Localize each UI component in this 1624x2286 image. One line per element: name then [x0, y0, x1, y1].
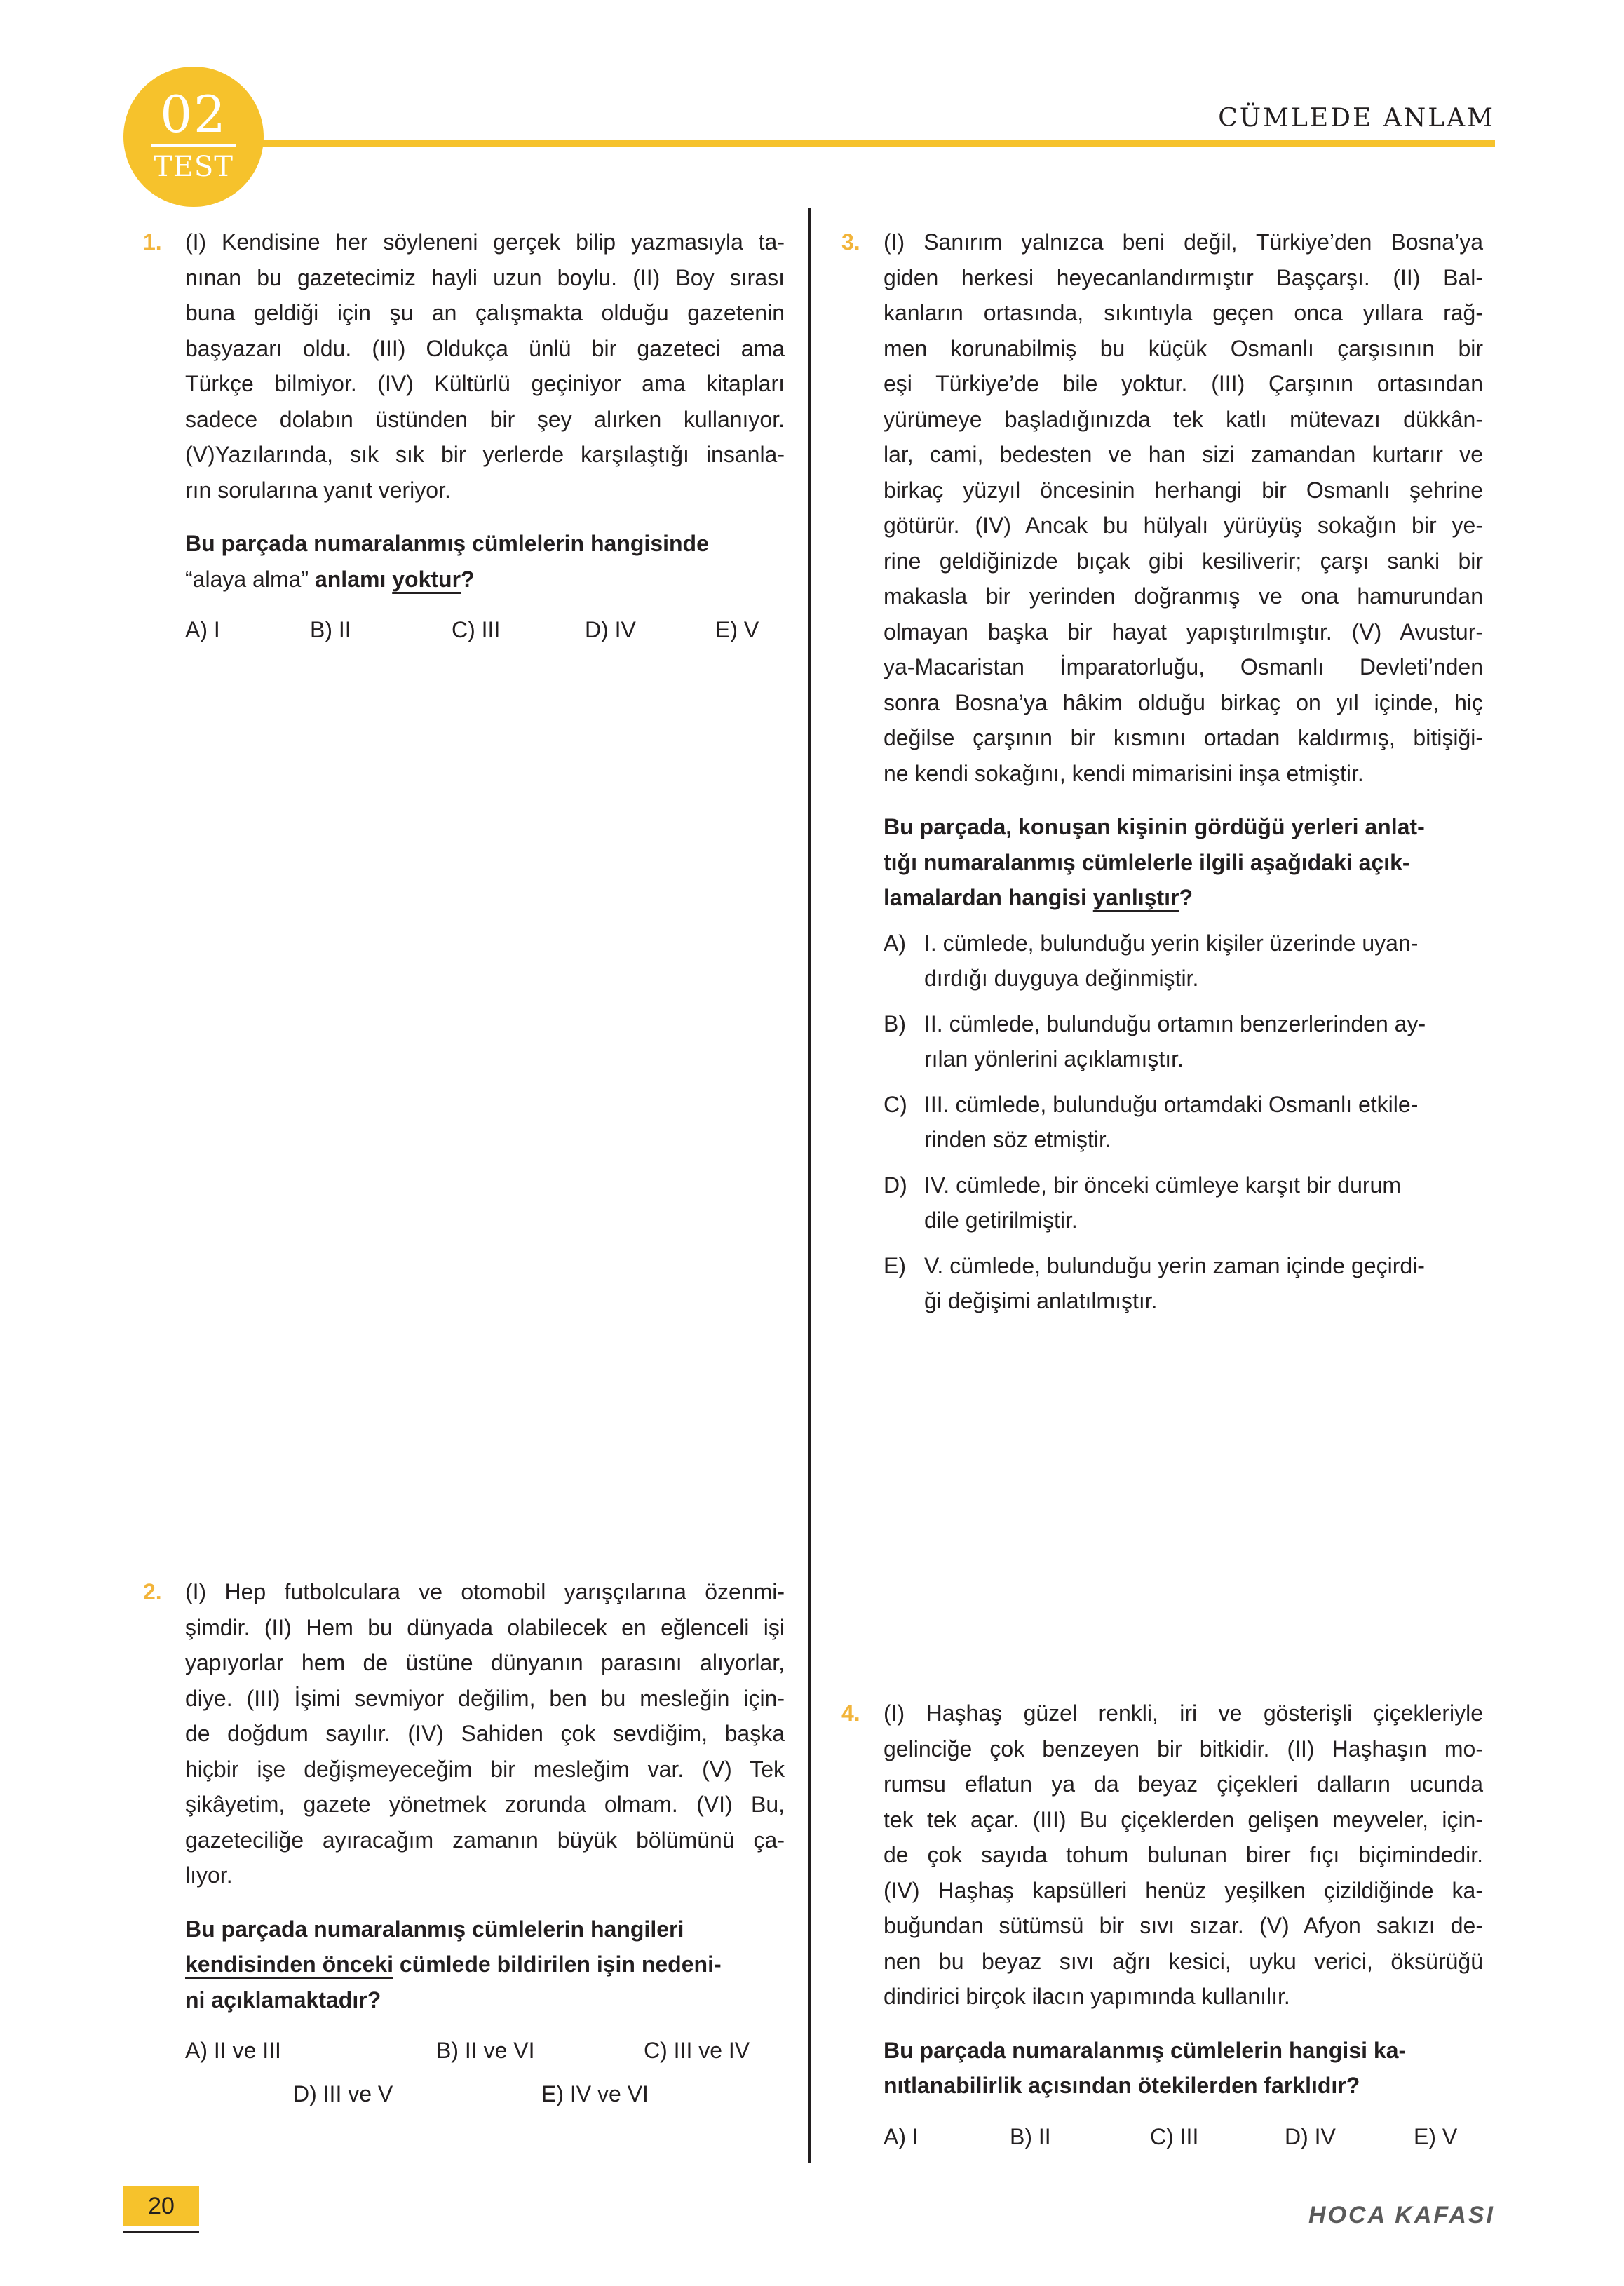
option-line: rılan yönlerini açıklamıştır.: [924, 1046, 1184, 1071]
question-number: 2.: [143, 1579, 162, 1604]
passage-line: başyazarı oldu. (III) Oldukça ünlü bir gazeteci ama: [185, 335, 785, 361]
passage-line: nen bu beyaz sıvı ağrı kesici, uyku verici, öksürüğü: [884, 1948, 1483, 1974]
option-b[interactable]: B) II: [1010, 2123, 1051, 2149]
option-line: dile getirilmiştir.: [924, 1208, 1078, 1233]
passage-line: rine geldiğinizde bıçak gibi kesiliverir; çarşı sanki bir: [884, 548, 1483, 574]
passage-line: gazeteciliğe ayıracağım zamanın büyük bölümünü ça-: [185, 1827, 785, 1853]
answer-options: [185, 612, 785, 647]
passage-line: götürür. (IV) Ancak bu hülyalı yürüyüş sokağın bir ye-: [884, 513, 1483, 538]
question-number: 1.: [143, 229, 162, 255]
stem-text: cümlede bildirilen işin nedeni-: [393, 1952, 722, 1977]
passage-line: buna geldiği için şu an çalışmakta olduğu gazetenin: [185, 300, 785, 325]
question-passage: [884, 224, 1483, 791]
option-c[interactable]: [884, 1087, 1483, 1158]
option-e[interactable]: E) V: [715, 617, 759, 642]
option-c[interactable]: C) III: [452, 617, 501, 642]
passage-line: lar, cami, bedesten ve han sizi zamandan kurtarır ve: [884, 442, 1483, 467]
option-e[interactable]: E) V: [1414, 2123, 1458, 2149]
passage-line: yapıyorlar hem de üstüne dünyanın parasını alıyorlar,: [185, 1650, 785, 1675]
passage-line: (I) Kendisine her söyleneni gerçek bilip yazmasıyla ta-: [185, 229, 785, 255]
passage-line: hiçbir işe değişmeyeceğim bir mesleğim var. (V) Tek: [185, 1756, 785, 1782]
question-passage: [185, 1574, 785, 1893]
question-passage: [185, 224, 785, 508]
passage-line: (V)Yazılarında, sık sık bir yerlerde karşılaştığı insanla-: [185, 442, 785, 467]
stem-line: [185, 562, 785, 597]
stem-line: Bu parçada, konuşan kişinin gördüğü yerleri anlat-: [884, 814, 1425, 839]
stem-line: [884, 880, 1483, 916]
option-d[interactable]: D) III ve V: [293, 2081, 393, 2106]
option-b[interactable]: B) II ve VI: [436, 2038, 535, 2063]
page-number: 20: [148, 2193, 175, 2219]
passage-line: de doğdum sayılır. (IV) Sahiden çok sevdiğim, başka: [185, 1721, 785, 1746]
option-d[interactable]: [884, 1168, 1483, 1238]
passage-line: (I) Hep futbolculara ve otomobil yarışçılarına özenmi-: [185, 1579, 785, 1604]
passage-line: (I) Sanırım yalnızca beni değil, Türkiye’den Bosna’ya: [884, 229, 1483, 255]
option-line: rinden söz etmiştir.: [924, 1127, 1111, 1152]
answer-options: [884, 926, 1483, 1319]
passage-line: makasla bir yerinden doğranmış ve ona hamurundan: [884, 583, 1483, 609]
passage-line: ne kendi sokağını, kendi mimarisini inşa etmiştir.: [884, 760, 1364, 786]
question-stem: [185, 526, 785, 597]
option-line: I. cümlede, bulunduğu yerin kişiler üzerinde uyan-: [924, 930, 1419, 956]
stem-line: [185, 1947, 785, 1982]
passage-line: eşi Türkiye’de bile yoktur. (III) Çarşının ortasından: [884, 371, 1483, 396]
passage-line: buğundan sütümsü bir sıvı sızar. (V) Afyon sakızı de-: [884, 1913, 1483, 1938]
question-4: [841, 1696, 1483, 2154]
question-3: [841, 224, 1483, 1319]
answer-options-row-2: [185, 2076, 785, 2111]
question-1: [143, 224, 785, 647]
answer-options: [884, 2119, 1483, 2154]
stem-line: nıtlanabilirlik açısından ötekilerden farklıdır?: [884, 2073, 1360, 2098]
stem-emphasis: yoktur: [392, 566, 461, 592]
option-b[interactable]: [884, 1006, 1483, 1077]
passage-line: nınan bu gazetecimiz hayli uzun boylu. (II) Boy sırası: [185, 264, 785, 290]
stem-text: anlamı: [309, 566, 393, 592]
option-line: IV. cümlede, bir önceki cümleye karşıt bir durum: [924, 1172, 1401, 1198]
option-a[interactable]: A) II ve III: [185, 2038, 281, 2063]
option-b[interactable]: B) II: [310, 617, 351, 642]
passage-line: sonra Bosna’ya hâkim olduğu birkaç on yıl içinde, hiç: [884, 689, 1483, 715]
option-e[interactable]: [884, 1248, 1483, 1319]
answer-options: [185, 2033, 785, 2068]
option-line: dırdığı duyguya değinmiştir.: [924, 966, 1199, 991]
stem-quote: “alaya alma”: [185, 566, 309, 592]
option-e[interactable]: E) IV ve VI: [541, 2081, 649, 2106]
test-badge: [123, 67, 264, 207]
passage-line: yürümeye başladığınızda tek katlı mütevazı dükkân-: [884, 406, 1483, 432]
stem-text: lamalardan hangisi: [884, 885, 1093, 910]
question-number: 3.: [841, 229, 860, 255]
option-letter: D): [884, 1172, 907, 1198]
option-c[interactable]: C) III ve IV: [644, 2038, 750, 2063]
stem-line: tığı numaralanmış cümlelerle ilgili aşağıdaki açık-: [884, 849, 1410, 875]
question-stem: [884, 809, 1483, 916]
brand-logo: HOCA KAFASI: [1308, 2202, 1495, 2228]
stem-line: Bu parçada numaralanmış cümlelerin hangisinde: [185, 531, 709, 556]
passage-line: kanların ortasında, sıkıntıyla geçen onca yıllara rağ-: [884, 300, 1483, 325]
stem-line: Bu parçada numaralanmış cümlelerin hangisi ka-: [884, 2037, 1407, 2063]
passage-line: değilse çarşının bir kısmını ortadan kaldırmış, bitişiği-: [884, 725, 1483, 750]
question-2: [143, 1574, 785, 2111]
passage-line: olmayan başka bir hayat yapıştırılmıştır. (V) Avustur-: [884, 618, 1483, 644]
passage-line: diye. (III) İşimi sevmiyor değilim, ben bu mesleğin için-: [185, 1685, 785, 1711]
test-label: TEST: [154, 151, 234, 183]
passage-line: sadece dolabın üstünden bir şey alırken kullanıyor.: [185, 406, 785, 432]
passage-line: dindirici birçok ilacın yapımında kullanılır.: [884, 1984, 1290, 2009]
option-letter: C): [884, 1091, 907, 1117]
passage-line: giden herkesi heyecanlandırmıştır Başçarşı. (II) Bal-: [884, 264, 1483, 290]
passage-line: şikâyetim, gazete yönetmek zorunda olmam. (VI) Bu,: [185, 1792, 785, 1817]
passage-line: tek tek açar. (III) Bu çiçeklerden gelişen meyveler, için-: [884, 1806, 1483, 1832]
option-line: III. cümlede, bulunduğu ortamdaki Osmanlı etkile-: [924, 1091, 1419, 1117]
page-number-rule: [123, 2231, 199, 2233]
passage-line: men korunabilmiş bu küçük Osmanlı çarşısının bir: [884, 335, 1483, 361]
stem-line: ni açıklamaktadır?: [185, 1987, 381, 2013]
option-a[interactable]: [884, 926, 1483, 996]
passage-line: birkaç yüzyıl öncesinin herhangi bir Osmanlı şehrine: [884, 477, 1483, 503]
question-stem: [185, 1912, 785, 2018]
stem-emphasis: kendisinden önceki: [185, 1952, 393, 1977]
option-a[interactable]: A) I: [884, 2123, 919, 2149]
test-number: 02: [160, 85, 227, 144]
stem-end: ?: [461, 566, 475, 592]
passage-line: rumsu eflatun ya da beyaz çiçekleri dalların ucunda: [884, 1771, 1483, 1797]
header-rule: [252, 140, 1495, 147]
stem-end: ?: [1179, 885, 1193, 910]
passage-line: gelinciğe çok benzeyen bir bitkidir. (II) Haşhaşın mo-: [884, 1736, 1483, 1761]
column-divider: [808, 208, 811, 2163]
option-c[interactable]: C) III: [1150, 2123, 1199, 2149]
option-line: V. cümlede, bulunduğu yerin zaman içinde geçirdi-: [924, 1252, 1425, 1278]
passage-line: Türkçe bilmiyor. (IV) Kültürlü geçiniyor ama kitapları: [185, 371, 785, 396]
passage-line: şimdir. (II) Hem bu dünyada olabilecek en eğlenceli işi: [185, 1614, 785, 1640]
option-line: II. cümlede, bulunduğu ortamın benzerlerinden ay-: [924, 1010, 1426, 1036]
passage-line: de çok sayıda tohum bulunan birer fıçı biçimindedir.: [884, 1842, 1483, 1867]
option-letter: E): [884, 1252, 906, 1278]
option-a[interactable]: A) I: [185, 617, 220, 642]
option-letter: B): [884, 1010, 906, 1036]
passage-line: (I) Haşhaş güzel renkli, iri ve gösterişli çiçekleriyle: [884, 1700, 1483, 1726]
question-number: 4.: [841, 1700, 860, 1726]
option-letter: A): [884, 930, 906, 956]
option-d[interactable]: D) IV: [1285, 2123, 1336, 2149]
option-d[interactable]: D) IV: [585, 617, 636, 642]
question-passage: [884, 1696, 1483, 2015]
stem-emphasis: yanlıştır: [1092, 885, 1179, 910]
topic-title: CÜMLEDE ANLAM: [1218, 104, 1495, 133]
option-line: ği değişimi anlatılmıştır.: [924, 1288, 1158, 1313]
passage-line: (IV) Haşhaş kapsülleri henüz yeşilken çizildiğinde ka-: [884, 1877, 1483, 1903]
stem-line: Bu parçada numaralanmış cümlelerin hangileri: [185, 1916, 684, 1942]
question-stem: [884, 2033, 1483, 2104]
passage-line: lıyor.: [185, 1862, 233, 1888]
passage-line: ya-Macaristan İmparatorluğu, Osmanlı Devleti’nden: [884, 654, 1483, 679]
passage-line: rın sorularına yanıt veriyor.: [185, 477, 451, 503]
badge-divider: [151, 144, 236, 147]
